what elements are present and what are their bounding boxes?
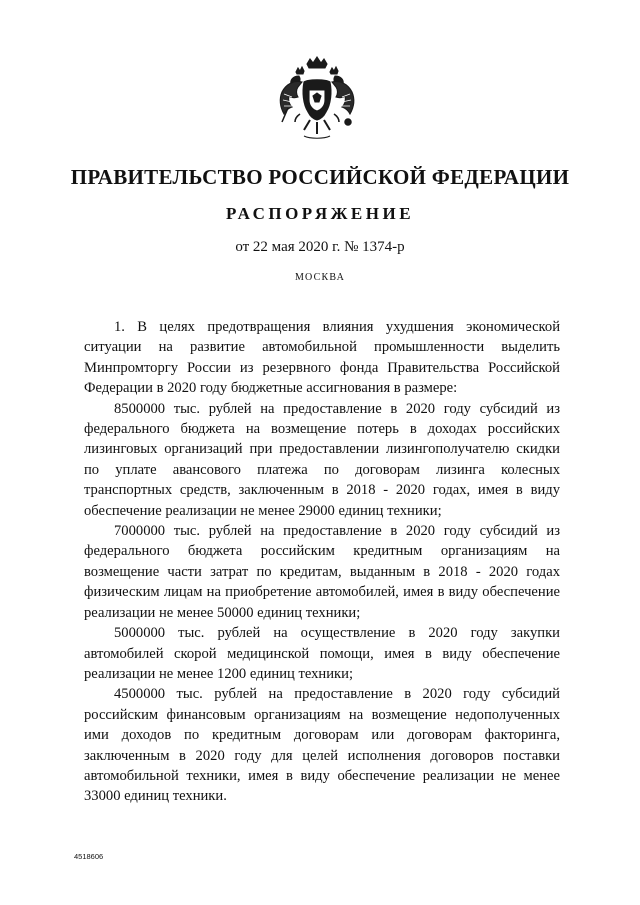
paragraph-intro: 1. В целях предотвращения влияния ухудшения экономической ситуации на развитие автомобильной промышленности выделить Минпромторгу России из резервного фонда Правительства Российской Федерации в 2020 году бюджетные ассигнования в размере:	[84, 319, 560, 397]
coat-of-arms-icon	[274, 50, 360, 146]
government-title: ПРАВИТЕЛЬСТВО РОССИЙСКОЙ ФЕДЕРАЦИИ	[70, 165, 570, 189]
document-type: РАСПОРЯЖЕНИЕ	[225, 204, 415, 223]
document-date-number: от 22 мая 2020 г. № 1374-р	[235, 239, 405, 255]
paragraph-factoring-subsidy: 4500000 тыс. рублей на предоставление в 2020 году субсидий российским финансовым организациям на возмещение недополученных ими доходов по кредитным договорам или договорам факторинга, заключенным в 2020 году для целей исполнения договоров поставки автомобильной техники, имея в виду обеспечение реализации не менее 33000 единиц техники.	[84, 686, 560, 805]
paragraph-ambulance-purchase: 5000000 тыс. рублей на осуществление в 2020 году закупки автомобилей скорой медицинской помощи, имея в виду обеспечение реализации не менее 1200 единиц техники;	[84, 625, 560, 682]
paragraph-credit-subsidy: 7000000 тыс. рублей на предоставление в 2020 году субсидий из федерального бюджета российским кредитным организациям на возмещение части затрат по кредитам, выданным в 2018 - 2020 годах физическим лицам на приобретение автомобилей, имея в виду обеспечение реализации не менее 50000 единиц техники;	[84, 523, 560, 621]
document-city: МОСКВА	[294, 272, 346, 283]
paragraph-leasing-subsidy: 8500000 тыс. рублей на предоставление в 2020 году субсидий из федерального бюджета на возмещение потерь в доходах российских лизинговых организаций при предоставлении лизингополучателю скидки по уплате авансового платежа по договорам лизинга колесных транспортных средств, заключенным в 2018 - 2020 годах, имея в виду обеспечение реализации не менее 29000 единиц техники;	[84, 400, 560, 519]
document-body	[84, 317, 560, 807]
document-code: 4518606	[74, 852, 104, 861]
